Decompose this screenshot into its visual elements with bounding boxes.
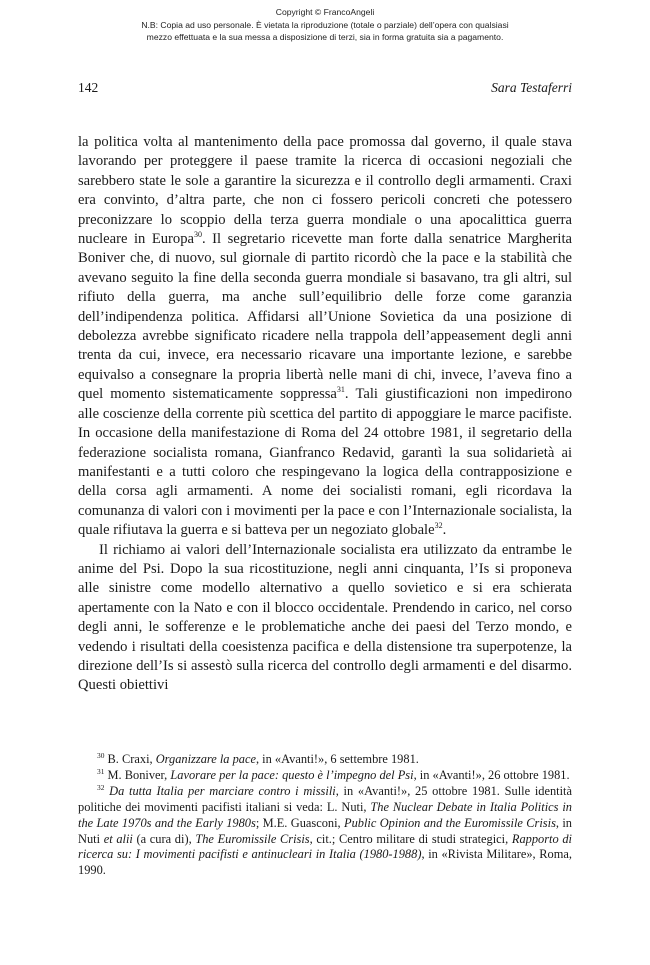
paragraph-1-part-2: . Il segretario ricevette man forte dalla senatrice Margherita Boniver che, di nuovo, sul giornale di partito ricordò che la pace e la stabilità che avevano seguito la fine della seconda guerra mondiale si basavano, tra gli altri, sul rifiuto della guerra, ma anche sull’equilibrio delle forze come garanzia dell’indipendenza politica. Affidarsi all’Unione Sovietica da una posizione di debolezza avrebbe significato ricadere nella trappola dell’appeasement degli anni trenta da cui, invece, era necessario ricavare una importante lezione, e sarebbe equivalso a consegnare la propria libertà nelle mani di chi, invece, l’aveva fino a quel momento sistematicamente soppressa (78, 231, 572, 403)
footnote-text: M. Boniver, (107, 767, 171, 782)
footnote-31 (78, 768, 572, 784)
footnote-title: Lavorare per la pace: questo è l’impegno del Psi (170, 767, 414, 782)
copyright-line-3: mezzo effettuata e la sua messa a disposizione di terzi, sia in forma gratuita sia a pagamento. (146, 32, 504, 43)
footnote-text: ; M.E. Guasconi, (255, 815, 345, 830)
paragraph-1-part-1: la politica volta al mantenimento della pace promossa dal governo, il quale stava lavorando per proteggere il paese tramite la ricerca di occasioni negoziali che sarebbero state le sole a garantire la sicurezza e il controllo degli armamenti. Craxi era convinto, d’altra parte, che non ci fossero pericoli concreti che potessero preconizzare lo scoppio della terza guerra mondiale o una apocalittica guerra nucleare in Europa (78, 134, 572, 248)
footnote-ref-31[interactable]: 31 (336, 385, 345, 395)
footnote-title: et alii (103, 831, 133, 846)
footnote-title: Organizzare la pace (155, 752, 256, 766)
footnote-30 (78, 752, 572, 768)
footnote-title: The Nuclear Debate in Italia Politics in the Late 1970s and the Early 1980s (78, 799, 572, 830)
footnote-title: Public Opinion and the Euromissile Crisis (344, 815, 556, 830)
copyright-line-1: Copyright © FrancoAngeli (275, 7, 375, 17)
footnote-number: 32 (97, 782, 105, 792)
main-text (78, 133, 572, 696)
footnote-title: Da tutta Italia per marciare contro i missili (109, 783, 336, 798)
page-number: 142 (78, 80, 99, 95)
footnote-ref-30[interactable]: 30 (193, 230, 202, 240)
paragraph-1 (78, 133, 572, 541)
footnotes (78, 752, 572, 879)
paragraph-1-part-4: . (442, 522, 447, 539)
footnote-ref-32[interactable]: 32 (434, 521, 443, 531)
copyright-line-2: N.B: Copia ad uso personale. È vietata la riproduzione (totale o parziale) dell’opera con qualsiasi (141, 19, 509, 30)
footnote-32 (78, 784, 572, 879)
footnote-text: , in «Rivista Militare», Roma, 1990. (78, 847, 572, 878)
footnote-text: , in «Avanti!», 26 ottobre 1981. (413, 767, 570, 782)
footnote-text: B. Craxi, (107, 752, 156, 766)
footnote-text: , in «Avanti!», 25 ottobre 1981. Sulle identità politiche dei movimenti pacifisti italiani si veda: L. Nuti, (78, 783, 572, 814)
footnote-text: , in «Avanti!», 6 settembre 1981. (255, 752, 419, 766)
footnote-text: , cit.; Centro militare di studi strategici, (309, 831, 512, 846)
footnote-title: The Euromissile Crisis (195, 831, 310, 846)
footnote-text: (a cura di), (132, 831, 196, 846)
footnote-number: 31 (97, 766, 105, 776)
copyright-notice (0, 6, 650, 44)
paragraph-2: Il richiamo ai valori dell’Internazionale socialista era utilizzato da entrambe le anime del Psi. Dopo la sua ricostituzione, negli anni cinquanta, l’Is si proponeva alle sinistre come modello alternativo a quello sovietico e si era schierata apertamente con la Nato e con il blocco occidentale. Prendendo in carico, nel corso degli anni, le sofferenze e le problematiche anche dei paesi del Terzo mondo, e vedendo i risultati della coesistenza pacifica e della distensione tra superpotenze, la direzione dell’Is si assestò sulla ricerca del controllo degli armamenti e del disarmo. Questi obiettivi (78, 541, 572, 694)
footnote-text: , in Nuti (78, 815, 572, 846)
paragraph-1-part-3: . Tali giustificazioni non impedirono alle coscienze della corrente più scettica del partito di appoggiare le marce pacifiste. In occasione della manifestazione di Roma del 24 ottobre 1981, il segretario della federazione socialista romana, Gianfranco Redavid, garantì la sua solidarietà ai manifestanti e a tutti coloro che respingevano la logica della contrapposizione e della corsa agli armamenti. A nome dei socialisti romani, egli ricordava la comunanza di valori con i movimenti per la pace e con l’Internazionale socialista, la quale rifiutava la guerra e si batteva per un negoziato globale (78, 386, 572, 539)
footnote-title: Rapporto di ricerca su: I movimenti pacifisti e antinucleari in Italia (1980-1988) (78, 831, 572, 862)
footnote-number: 30 (97, 750, 105, 760)
running-head-author: Sara Testaferri (491, 80, 572, 95)
